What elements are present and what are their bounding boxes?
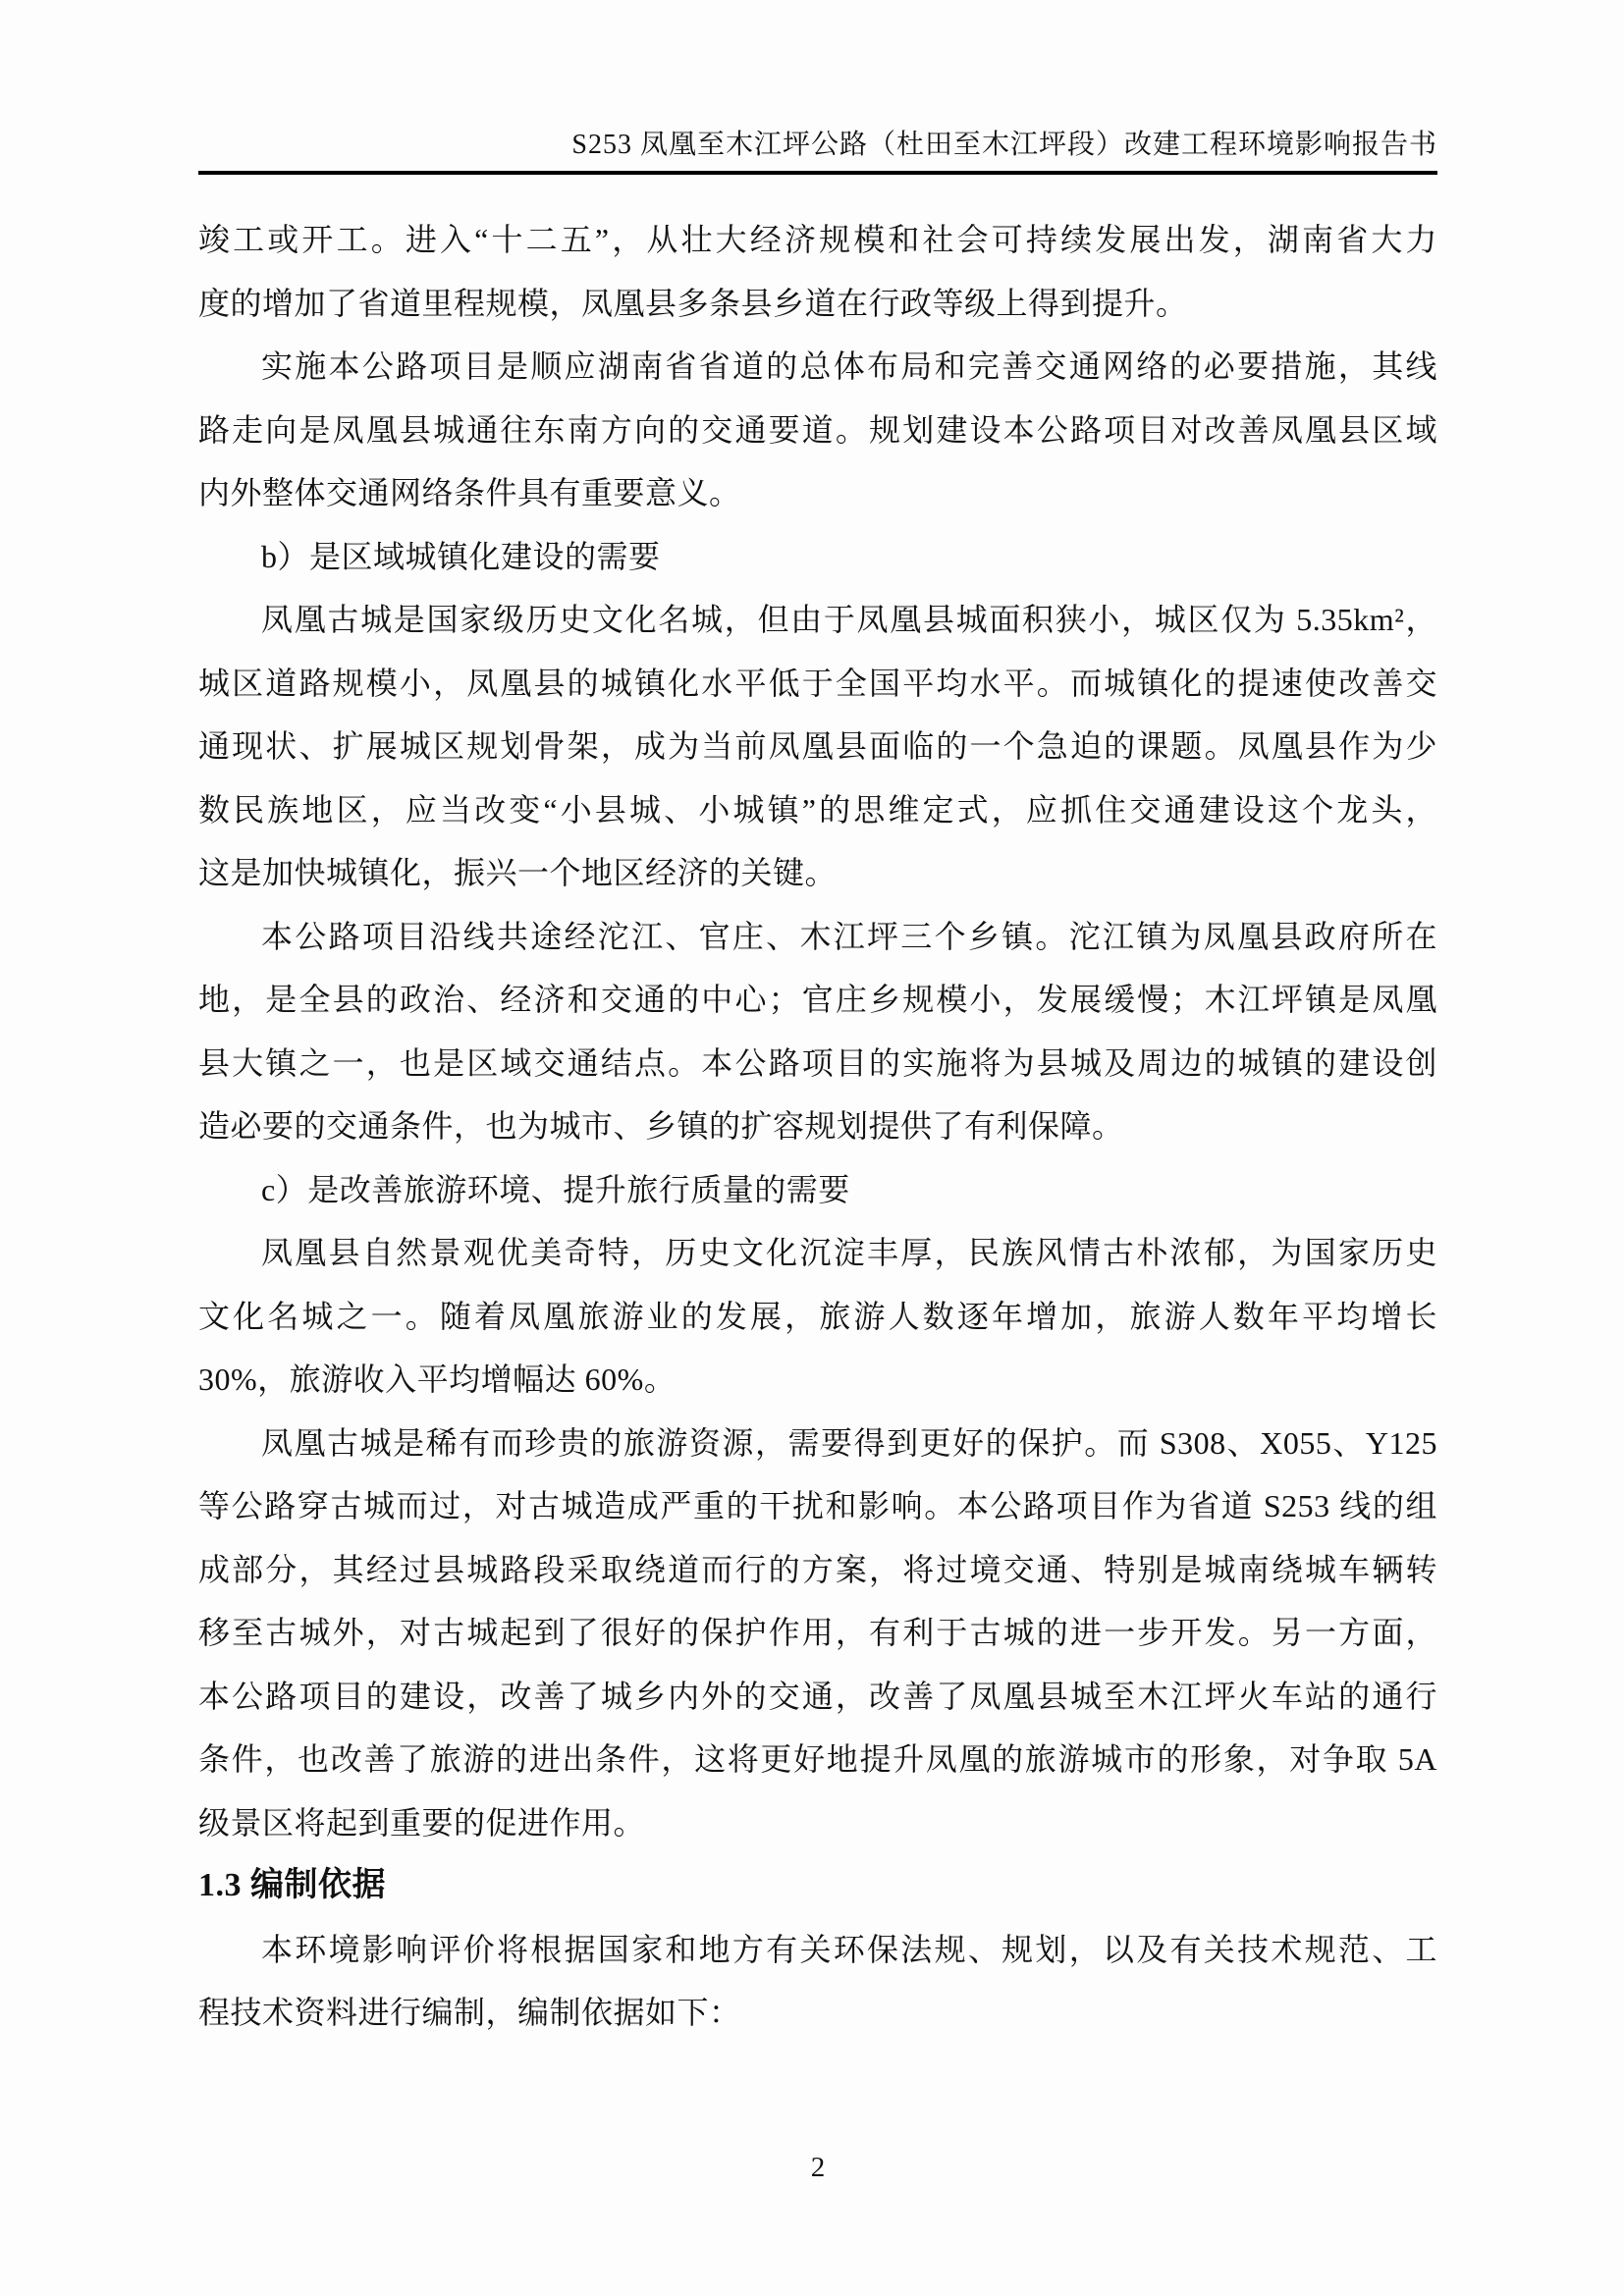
body-line: 凤凰古城是稀有而珍贵的旅游资源，需要得到更好的保护。而 S308、X055、Y125 <box>261 1424 1437 1461</box>
body-line: 级景区将起到重要的促进作用。 <box>198 1804 646 1841</box>
body-line: 城区道路规模小，凤凰县的城镇化水平低于全国平均水平。而城镇化的提速使改善交 <box>198 665 1437 701</box>
page-number: 2 <box>810 2152 826 2183</box>
body-line: 文化名城之一。随着凤凰旅游业的发展，旅游人数逐年增加，旅游人数年平均增长 <box>198 1298 1437 1334</box>
page-header-title: S253 凤凰至木江坪公路（杜田至木江坪段）改建工程环境影响报告书 <box>198 128 1437 175</box>
body-line: 30%，旅游收入平均增幅达 60%。 <box>198 1362 677 1397</box>
body-line: 内外整体交通网络条件具有重要意义。 <box>198 475 741 510</box>
body-line: 实施本公路项目是顺应湖南省省道的总体布局和完善交通网络的必要措施，其线 <box>261 348 1437 384</box>
body-line: 竣工或开工。进入“十二五”，从壮大经济规模和社会可持续发展出发，湖南省大力 <box>198 222 1437 257</box>
body-line: 本环境影响评价将根据国家和地方有关环保法规、规划，以及有关技术规范、工 <box>261 1931 1437 1967</box>
body-line: 程技术资料进行编制，编制依据如下： <box>198 1995 741 2030</box>
body-line: 本公路项目沿线共途经沱江、官庄、木江坪三个乡镇。沱江镇为凤凰县政府所在 <box>261 918 1437 954</box>
body-line: 这是加快城镇化，振兴一个地区经济的关键。 <box>198 855 838 890</box>
body-line: 条件，也改善了旅游的进出条件，这将更好地提升凤凰的旅游城市的形象，对争取 5A <box>198 1741 1437 1777</box>
body-line: 路走向是凤凰县城通往东南方向的交通要道。规划建设本公路项目对改善凤凰县区域 <box>198 411 1437 448</box>
body-line: 等公路穿古城而过，对古城造成严重的干扰和影响。本公路项目作为省道 S253 线的组 <box>198 1488 1437 1523</box>
body-line: 成部分，其经过县城路段采取绕道而行的方案，将过境交通、特别是城南绕城车辆转 <box>198 1551 1437 1587</box>
body-line: 度的增加了省道里程规模，凤凰县多条县乡道在行政等级上得到提升。 <box>198 285 1188 321</box>
body-line: 造必要的交通条件，也为城市、乡镇的扩容规划提供了有利保障。 <box>198 1108 1124 1144</box>
body-line: 凤凰古城是国家级历史文化名城，但由于凤凰县城面积狭小，城区仅为 5.35km²， <box>261 602 1437 637</box>
body-line: 通现状、扩展城区规划骨架，成为当前凤凰县面临的一个急迫的课题。凤凰县作为少 <box>198 728 1437 764</box>
sub-item-line: b）是区域城镇化建设的需要 <box>261 538 661 574</box>
body-line: 县大镇之一，也是区域交通结点。本公路项目的实施将为县城及周边的城镇的建设创 <box>198 1044 1437 1081</box>
body-line: 地，是全县的政治、经济和交通的中心；官庄乡规模小，发展缓慢；木江坪镇是凤凰 <box>198 982 1437 1017</box>
body-line: 凤凰县自然景观优美奇特，历史文化沉淀丰厚，民族风情古朴浓郁，为国家历史 <box>261 1235 1437 1270</box>
body-line: 移至古城外，对古城起到了很好的保护作用，有利于古城的进一步开发。另一方面， <box>198 1615 1437 1650</box>
body-line: 本公路项目的建设，改善了城乡内外的交通，改善了凤凰县城至木江坪火车站的通行 <box>198 1678 1437 1714</box>
section-heading: 1.3 编制依据 <box>198 1867 386 1903</box>
sub-item-line: c）是改善旅游环境、提升旅行质量的需要 <box>261 1171 850 1207</box>
document-body <box>198 208 1437 2045</box>
body-line: 数民族地区，应当改变“小县城、小城镇”的思维定式，应抓住交通建设这个龙头， <box>198 791 1437 828</box>
